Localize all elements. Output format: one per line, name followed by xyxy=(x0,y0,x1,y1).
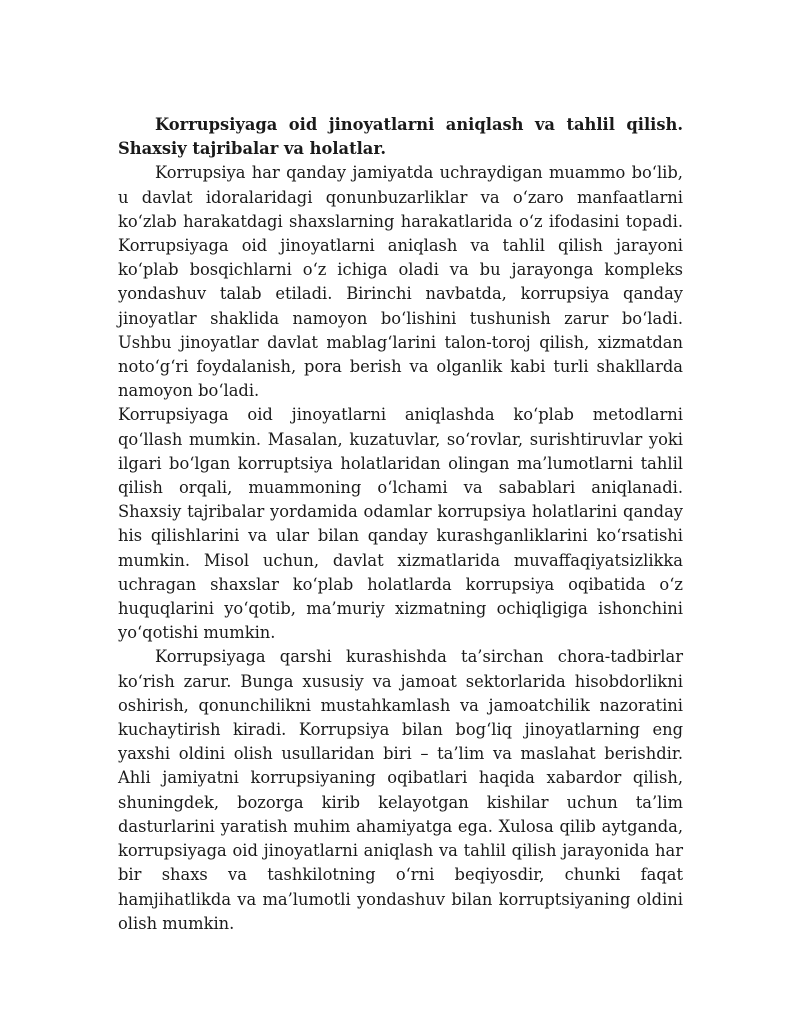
paragraph-3: Korrupsiyaga qarshi kurashishda ta’sirchan chora-tadbirlar ko‘rish zarur. Bunga xususiy va jamoat sektorlarida hisobdorlikni oshirish, qonunchilikni mustahkamlash va jamoatchilik nazoratini kuchaytirish kiradi. Korrupsiya bilan bog‘liq jinoyatlarning eng yaxshi oldini olish usullaridan biri – ta’lim va maslahat berishdir. Ahli jamiyatni korrupsiyaning oqibatlari haqida xabardor qilish, shuningdek, bozorga kirib kelayotgan kishilar uchun ta’lim dasturlarini yaratish muhim ahamiyatga ega. Xulosa qilib aytganda, korrupsiyaga oid jinoyatlarni aniqlash va tahlil qilish jarayonida har bir shaxs va tashkilotning o‘rni beqiyosdir, chunki faqat hamjihatlikda va ma’lumotli yondashuv bilan korruptsiyaning oldini olish mumkin. xyxy=(118,647,683,933)
paragraph-2: Korrupsiyaga oid jinoyatlarni aniqlashda ko‘plab metodlarni qo‘llash mumkin. Masalan, kuzatuvlar, so‘rovlar, surishtiruvlar yoki ilgari bo‘lgan korruptsiya holatlaridan olingan ma’lumotlarni tahlil qilish orqali, muammoning o‘lchami va sabablari aniqlanadi. Shaxsiy tajribalar yordamida odamlar korrupsiya holatlarini qanday his qilishlarini va ular bilan qanday kurashganliklarini ko‘rsatishi mumkin. Misol uchun, davlat xizmatlarida muvaffaqiyatsizlikka uchragan shaxslar ko‘plab holatlarda korrupsiya oqibatida o‘z huquqlarini yo‘qotib, ma’muriy xizmatning ochiqligiga ishonchini yo‘qotishi mumkin. xyxy=(118,405,683,643)
paragraph-1: Korrupsiya har qanday jamiyatda uchraydigan muammo bo‘lib, u davlat idoralaridagi qonunbuzarliklar va o‘zaro manfaatlarni ko‘zlab harakatdagi shaxslarning harakatlarida o‘z ifodasini topadi. Korrupsiyaga oid jinoyatlarni aniqlash va tahlil qilish jarayoni ko‘plab bosqichlarni o‘z ichiga oladi va bu jarayonga kompleks yondashuv talab etiladi. Birinchi navbatda, korrupsiya qanday jinoyatlar shaklida namoyon bo‘lishini tushunish zarur bo‘ladi. Ushbu jinoyatlar davlat mablag‘larini talon-toroj qilish, xizmatdan noto‘g‘ri foydalanish, pora berish va olganlik kabi turli shakllarda namoyon bo‘ladi. xyxy=(118,163,683,401)
document-title: Korrupsiyaga oid jinoyatlarni aniqlash va tahlil qilish. Shaxsiy tajribalar va holatlar. xyxy=(118,115,683,159)
document-page xyxy=(118,113,683,936)
